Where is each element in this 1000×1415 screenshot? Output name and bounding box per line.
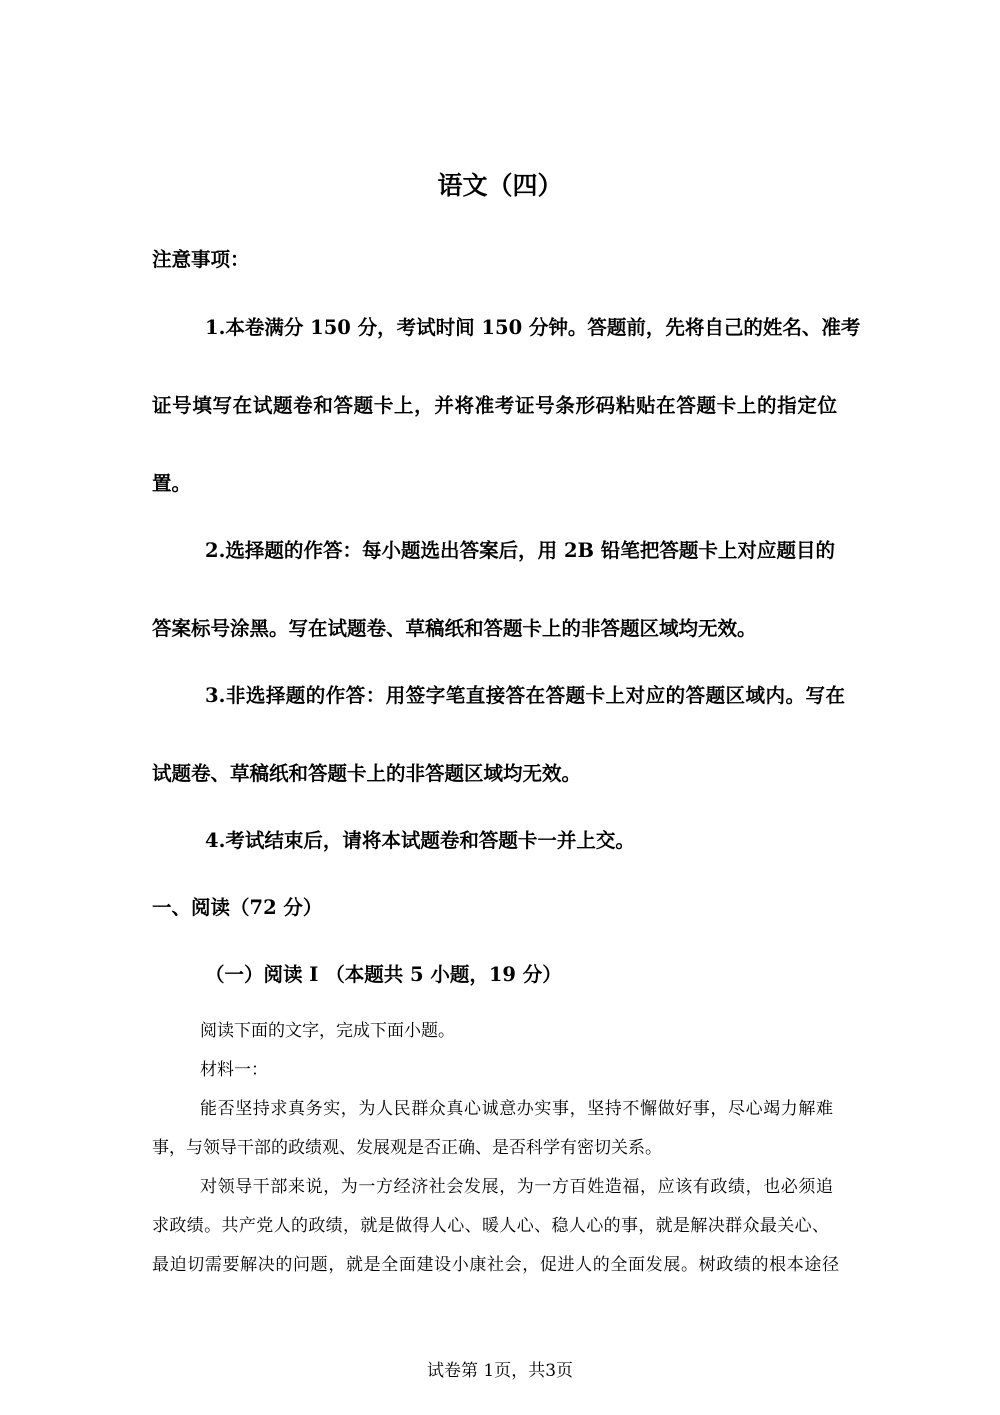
paragraph-1-line-2: 事，与领导干部的政绩观、发展观是否正确、是否科学有密切关系。 xyxy=(152,1138,662,1158)
paragraph-1-line-1: 能否坚持求真务实，为人民群众真心诚意办实事，坚持不懈做好事，尽心竭力解难 xyxy=(200,1099,833,1119)
notice-item-4-line-1: 4.考试结束后，请将本试题卷和答题卡一并上交。 xyxy=(205,829,635,852)
reading-instruction: 阅读下面的文字，完成下面小题。 xyxy=(200,1021,455,1041)
notice-item-1-line-2: 证号填写在试题卷和答题卡上，并将准考证号条形码粘贴在答题卡上的指定位 xyxy=(152,394,837,417)
paragraph-2-line-3: 最迫切需要解决的问题，就是全面建设小康社会，促进人的全面发展。树政绩的根本途径 xyxy=(152,1255,839,1275)
notice-item-1-line-1: 1.本卷满分 150 分，考试时间 150 分钟。答题前，先将自己的姓名、准考 xyxy=(205,316,861,339)
notice-item-2-line-2: 答案标号涂黑。写在试题卷、草稿纸和答题卡上的非答题区域均无效。 xyxy=(152,617,757,640)
notice-item-3-line-1: 3.非选择题的作答：用签字笔直接答在答题卡上对应的答题区域内。写在 xyxy=(205,684,845,707)
notice-item-1-line-3: 置。 xyxy=(152,472,192,495)
section-heading: 一、阅读（72 分） xyxy=(152,896,323,919)
material-label: 材料一： xyxy=(200,1060,268,1080)
paragraph-2-line-2: 求政绩。共产党人的政绩，就是做得人心、暖人心、稳人心的事，就是解决群众最关心、 xyxy=(152,1216,829,1236)
subsection-heading: （一）阅读 I （本题共 5 小题，19 分） xyxy=(205,963,562,986)
page-footer: 试卷第 1页，共3页 xyxy=(426,1361,574,1381)
notice-item-3-line-2: 试题卷、草稿纸和答题卡上的非答题区域均无效。 xyxy=(152,762,582,785)
page-title: 语文（四） xyxy=(437,171,563,200)
notice-item-2-line-1: 2.选择题的作答：每小题选出答案后，用 2B 铅笔把答题卡上对应题目的 xyxy=(205,539,835,562)
paragraph-2-line-1: 对领导干部来说，为一方经济社会发展，为一方百姓造福，应该有政绩，也必须追 xyxy=(200,1177,833,1197)
notice-heading: 注意事项： xyxy=(152,248,250,271)
